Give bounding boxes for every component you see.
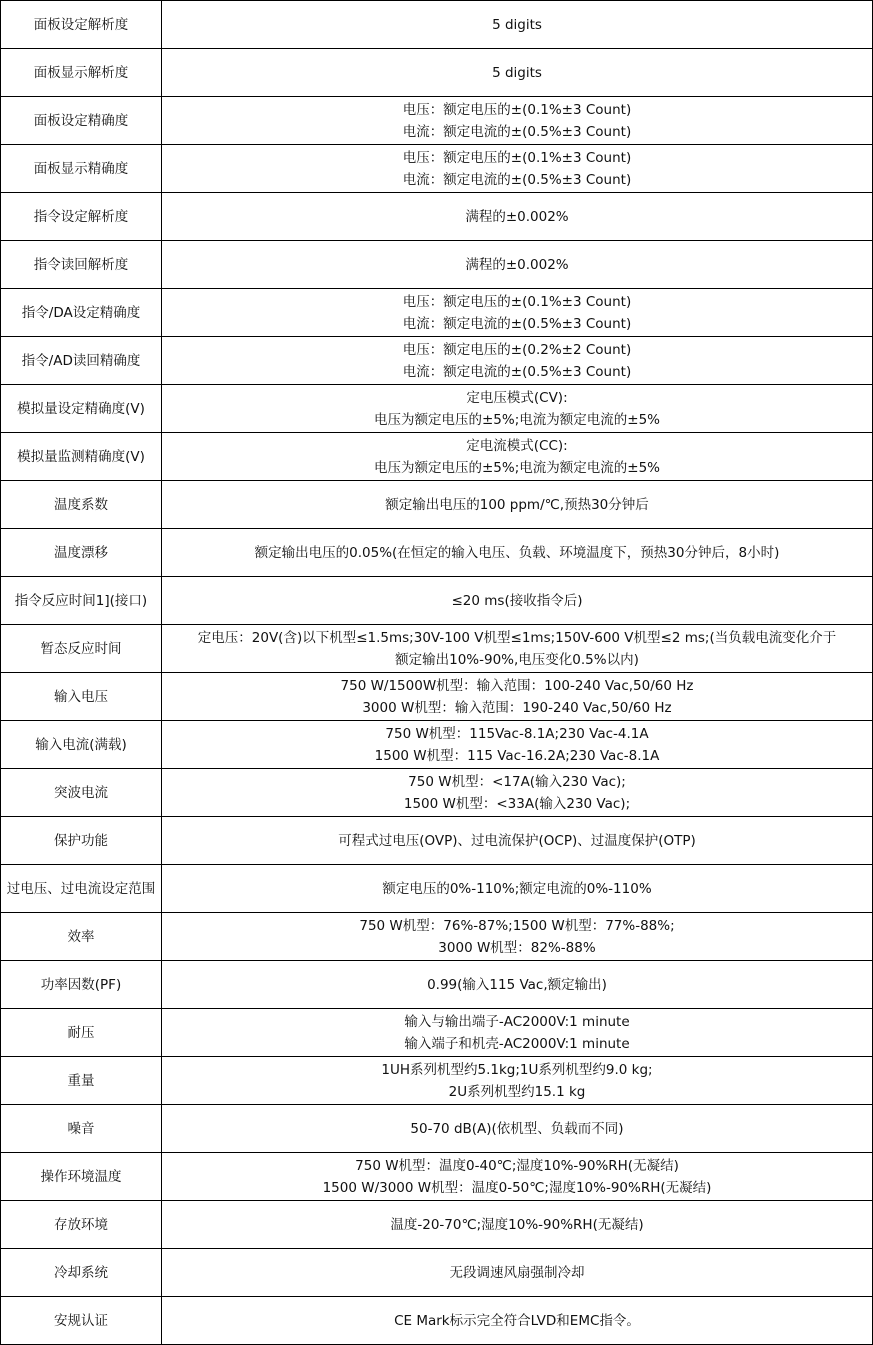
spec-value bbox=[162, 1249, 873, 1297]
spec-label: 效率 bbox=[1, 913, 162, 961]
spec-row bbox=[1, 625, 873, 673]
spec-value-line: 750 W机型：<17A(输入230 Vac); bbox=[408, 773, 626, 790]
spec-value-line: 1500 W/3000 W机型：温度0-50℃;湿度10%-90%RH(无凝结) bbox=[322, 1179, 712, 1196]
spec-row bbox=[1, 1105, 873, 1153]
spec-value-line: 5 digits bbox=[492, 64, 542, 81]
spec-row bbox=[1, 577, 873, 625]
spec-value bbox=[162, 529, 873, 577]
spec-label: 保护功能 bbox=[1, 817, 162, 865]
spec-value bbox=[162, 97, 873, 145]
spec-row bbox=[1, 481, 873, 529]
spec-row bbox=[1, 433, 873, 481]
spec-value-line: 1500 W机型：115 Vac-16.2A;230 Vac-8.1A bbox=[374, 747, 660, 764]
spec-label: 噪音 bbox=[1, 1105, 162, 1153]
spec-label: 指令反应时间1](接口) bbox=[1, 577, 162, 625]
spec-value-line: 电压：额定电压的±(0.1%±3 Count) bbox=[402, 293, 632, 310]
spec-value-line: ≤20 ms(接收指令后) bbox=[451, 592, 583, 609]
spec-value-line: 5 digits bbox=[492, 16, 542, 33]
spec-label: 输入电流(满载) bbox=[1, 721, 162, 769]
spec-value-line: 输入端子和机壳-AC2000V:1 minute bbox=[404, 1035, 630, 1052]
spec-row bbox=[1, 961, 873, 1009]
spec-value-line: 定电压：20V(含)以下机型≤1.5ms;30V-100 V机型≤1ms;150V-600 V机型≤2 ms;(当负载电流变化介于 bbox=[197, 629, 837, 646]
spec-label: 模拟量设定精确度(V) bbox=[1, 385, 162, 433]
spec-row bbox=[1, 1009, 873, 1057]
spec-label: 面板设定解析度 bbox=[1, 1, 162, 49]
spec-value bbox=[162, 1153, 873, 1201]
spec-value-line: 电压为额定电压的±5%;电流为额定电流的±5% bbox=[373, 459, 660, 476]
spec-label: 安规认证 bbox=[1, 1297, 162, 1345]
spec-value-line: 750 W机型：温度0-40℃;湿度10%-90%RH(无凝结) bbox=[355, 1157, 679, 1174]
spec-value bbox=[162, 1, 873, 49]
spec-value bbox=[162, 193, 873, 241]
spec-value-line: 电流：额定电流的±(0.5%±3 Count) bbox=[402, 123, 632, 140]
spec-row bbox=[1, 289, 873, 337]
spec-value bbox=[162, 1201, 873, 1249]
spec-row bbox=[1, 1057, 873, 1105]
spec-label: 突波电流 bbox=[1, 769, 162, 817]
spec-label: 操作环境温度 bbox=[1, 1153, 162, 1201]
spec-row bbox=[1, 1297, 873, 1345]
spec-row bbox=[1, 145, 873, 193]
spec-row bbox=[1, 1201, 873, 1249]
spec-row bbox=[1, 529, 873, 577]
spec-label: 面板设定精确度 bbox=[1, 97, 162, 145]
spec-value-line: 电流：额定电流的±(0.5%±3 Count) bbox=[402, 363, 632, 380]
spec-value bbox=[162, 673, 873, 721]
spec-value bbox=[162, 817, 873, 865]
spec-value-line: 电压：额定电压的±(0.2%±2 Count) bbox=[402, 341, 632, 358]
spec-value-line: 额定输出10%-90%,电压变化0.5%以内) bbox=[395, 651, 639, 668]
spec-row bbox=[1, 673, 873, 721]
spec-value bbox=[162, 433, 873, 481]
spec-row bbox=[1, 337, 873, 385]
spec-value-line: 3000 W机型：82%-88% bbox=[438, 939, 596, 956]
spec-value bbox=[162, 625, 873, 673]
spec-value bbox=[162, 385, 873, 433]
spec-label: 指令/AD读回精确度 bbox=[1, 337, 162, 385]
spec-value-line: CE Mark标示完全符合LVD和EMC指令。 bbox=[394, 1312, 640, 1329]
spec-row bbox=[1, 769, 873, 817]
spec-value bbox=[162, 721, 873, 769]
spec-row bbox=[1, 721, 873, 769]
spec-label: 冷却系统 bbox=[1, 1249, 162, 1297]
spec-label: 存放环境 bbox=[1, 1201, 162, 1249]
spec-value-line: 定电流模式(CC): bbox=[466, 437, 568, 454]
spec-value-line: 输入与输出端子-AC2000V:1 minute bbox=[404, 1013, 630, 1030]
spec-value-line: 温度-20-70℃;湿度10%-90%RH(无凝结) bbox=[390, 1216, 644, 1233]
spec-value-line: 满程的±0.002% bbox=[465, 208, 569, 225]
spec-value-line: 满程的±0.002% bbox=[465, 256, 569, 273]
spec-row bbox=[1, 1, 873, 49]
spec-value bbox=[162, 961, 873, 1009]
spec-label: 输入电压 bbox=[1, 673, 162, 721]
spec-value bbox=[162, 49, 873, 97]
spec-value-line: 750 W机型：115Vac-8.1A;230 Vac-4.1A bbox=[385, 725, 649, 742]
spec-label: 功率因数(PF) bbox=[1, 961, 162, 1009]
spec-value bbox=[162, 1057, 873, 1105]
spec-value bbox=[162, 577, 873, 625]
spec-row bbox=[1, 49, 873, 97]
spec-value bbox=[162, 1105, 873, 1153]
spec-value bbox=[162, 769, 873, 817]
spec-value bbox=[162, 337, 873, 385]
spec-value bbox=[162, 289, 873, 337]
spec-value-line: 1UH系列机型约5.1kg;1U系列机型约9.0 kg; bbox=[381, 1061, 653, 1078]
spec-label: 面板显示解析度 bbox=[1, 49, 162, 97]
spec-value-line: 电压为额定电压的±5%;电流为额定电流的±5% bbox=[373, 411, 660, 428]
spec-label: 指令设定解析度 bbox=[1, 193, 162, 241]
spec-value-line: 750 W机型：76%-87%;1500 W机型：77%-88%; bbox=[359, 917, 675, 934]
spec-row bbox=[1, 97, 873, 145]
spec-value bbox=[162, 241, 873, 289]
spec-label: 耐压 bbox=[1, 1009, 162, 1057]
spec-value bbox=[162, 1009, 873, 1057]
spec-label: 温度系数 bbox=[1, 481, 162, 529]
spec-value-line: 电压：额定电压的±(0.1%±3 Count) bbox=[402, 149, 632, 166]
spec-label: 模拟量监测精确度(V) bbox=[1, 433, 162, 481]
spec-value-line: 额定输出电压的100 ppm/℃,预热30分钟后 bbox=[385, 496, 649, 513]
spec-row bbox=[1, 193, 873, 241]
spec-label: 指令/DA设定精确度 bbox=[1, 289, 162, 337]
spec-value bbox=[162, 865, 873, 913]
spec-label: 面板显示精确度 bbox=[1, 145, 162, 193]
spec-value-line: 2U系列机型约15.1 kg bbox=[448, 1083, 586, 1100]
spec-value-line: 定电压模式(CV): bbox=[466, 389, 568, 406]
spec-value-line: 750 W/1500W机型：输入范围：100-240 Vac,50/60 Hz bbox=[340, 677, 694, 694]
spec-label: 过电压、过电流设定范围 bbox=[1, 865, 162, 913]
spec-value-line: 额定输出电压的0.05%(在恒定的输入电压、负载、环境温度下，预热30分钟后，8小时) bbox=[254, 544, 780, 561]
spec-label: 暂态反应时间 bbox=[1, 625, 162, 673]
spec-label: 指令读回解析度 bbox=[1, 241, 162, 289]
spec-row bbox=[1, 865, 873, 913]
spec-value-line: 电流：额定电流的±(0.5%±3 Count) bbox=[402, 171, 632, 188]
spec-label: 重量 bbox=[1, 1057, 162, 1105]
spec-value bbox=[162, 1297, 873, 1345]
spec-value bbox=[162, 913, 873, 961]
spec-value-line: 电流：额定电流的±(0.5%±3 Count) bbox=[402, 315, 632, 332]
spec-value-line: 1500 W机型：<33A(输入230 Vac); bbox=[403, 795, 631, 812]
spec-row bbox=[1, 1153, 873, 1201]
spec-label: 温度漂移 bbox=[1, 529, 162, 577]
spec-value bbox=[162, 481, 873, 529]
spec-value-line: 0.99(输入115 Vac,额定输出) bbox=[427, 976, 607, 993]
spec-value-line: 电压：额定电压的±(0.1%±3 Count) bbox=[402, 101, 632, 118]
spec-value-line: 3000 W机型：输入范围：190-240 Vac,50/60 Hz bbox=[362, 699, 672, 716]
spec-row bbox=[1, 385, 873, 433]
spec-row bbox=[1, 1249, 873, 1297]
spec-value-line: 可程式过电压(OVP)、过电流保护(OCP)、过温度保护(OTP) bbox=[338, 832, 696, 849]
spec-row bbox=[1, 241, 873, 289]
spec-value bbox=[162, 145, 873, 193]
spec-table-body bbox=[1, 1, 873, 1345]
spec-value-line: 额定电压的0%-110%;额定电流的0%-110% bbox=[382, 880, 652, 897]
spec-value-line: 无段调速风扇强制冷却 bbox=[449, 1264, 585, 1281]
spec-value-line: 50-70 dB(A)(依机型、负载而不同) bbox=[410, 1120, 624, 1137]
spec-row bbox=[1, 913, 873, 961]
spec-row bbox=[1, 817, 873, 865]
